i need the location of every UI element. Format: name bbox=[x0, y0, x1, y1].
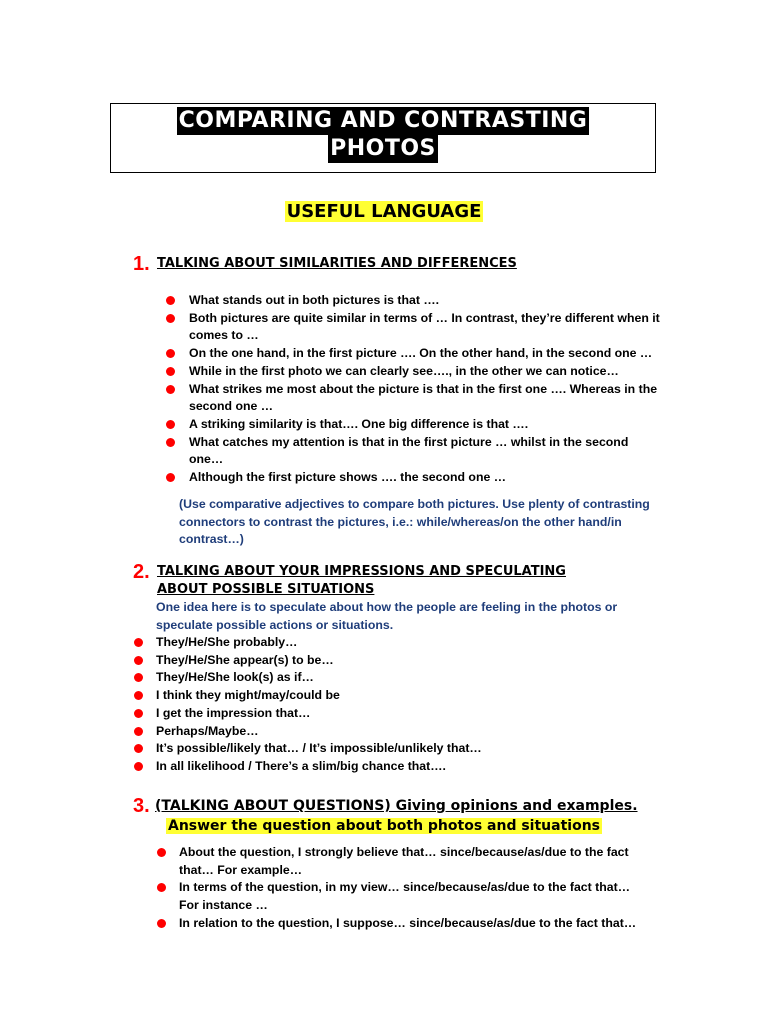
section-1-number: 1. bbox=[133, 253, 150, 275]
list-item: On the one hand, in the first picture …. On the other hand, in the second one … bbox=[166, 345, 660, 363]
list-item: Although the first picture shows …. the second one … bbox=[166, 469, 660, 487]
section-3-subtitle-text: Answer the question about both photos and situations bbox=[167, 818, 600, 834]
section-3-title: (TALKING ABOUT QUESTIONS) Giving opinions and examples. bbox=[155, 798, 638, 814]
section-2-title-line-2: ABOUT POSSIBLE SITUATIONS bbox=[157, 582, 375, 597]
section-2-list bbox=[133, 634, 653, 776]
list-item: What stands out in both pictures is that …. bbox=[166, 292, 660, 310]
section-3-subtitle bbox=[0, 816, 768, 836]
list-item: I think they might/may/could be bbox=[133, 687, 653, 705]
list-item: What catches my attention is that in the first picture … whilst in the second one… bbox=[166, 434, 660, 469]
section-3-number: 3. bbox=[133, 795, 150, 817]
bullet-icon bbox=[134, 744, 143, 753]
list-item: It’s possible/likely that… / It’s impossible/unlikely that… bbox=[133, 740, 653, 758]
list-item: Perhaps/Maybe… bbox=[133, 723, 653, 741]
section-1-list bbox=[166, 292, 660, 487]
bullet-icon bbox=[166, 296, 175, 305]
bullet-icon bbox=[166, 385, 175, 394]
section-1-note: (Use comparative adjectives to compare both pictures. Use plenty of contrasting connectors to contrast the pictures, i.e.: while/whereas/on the other hand/in contrast…) bbox=[179, 497, 650, 547]
bullet-icon bbox=[166, 349, 175, 358]
page-title-line-1: COMPARING AND CONTRASTING bbox=[178, 108, 588, 133]
bullet-icon bbox=[157, 848, 166, 857]
bullet-icon bbox=[157, 919, 166, 928]
list-item: While in the first photo we can clearly see…., in the other we can notice… bbox=[166, 363, 660, 381]
title-box bbox=[110, 103, 656, 173]
list-item: About the question, I strongly believe that… since/because/as/due to the fact that… For example… bbox=[156, 844, 646, 879]
section-2-intro: One idea here is to speculate about how the people are feeling in the photos or speculate possible actions or situations. bbox=[156, 600, 618, 632]
subtitle bbox=[0, 200, 768, 224]
bullet-icon bbox=[134, 762, 143, 771]
list-item: In relation to the question, I suppose… since/because/as/due to the fact that… bbox=[156, 915, 646, 933]
bullet-icon bbox=[157, 883, 166, 892]
section-1-title: TALKING ABOUT SIMILARITIES AND DIFFERENCES bbox=[157, 256, 517, 271]
bullet-icon bbox=[166, 473, 175, 482]
page-title-line-2: PHOTOS bbox=[330, 136, 436, 161]
bullet-icon bbox=[166, 314, 175, 323]
bullet-icon bbox=[134, 727, 143, 736]
list-item: In all likelihood / There’s a slim/big chance that…. bbox=[133, 758, 653, 776]
list-item: I get the impression that… bbox=[133, 705, 653, 723]
bullet-icon bbox=[166, 438, 175, 447]
section-2-title-line-1: TALKING ABOUT YOUR IMPRESSIONS AND SPECULATING bbox=[157, 564, 566, 579]
bullet-icon bbox=[134, 638, 143, 647]
list-item: They/He/She look(s) as if… bbox=[133, 669, 653, 687]
list-item: What strikes me most about the picture is that in the first one …. Whereas in the second one … bbox=[166, 381, 660, 416]
bullet-icon bbox=[134, 691, 143, 700]
list-item: A striking similarity is that…. One big difference is that …. bbox=[166, 416, 660, 434]
list-item: They/He/She appear(s) to be… bbox=[133, 652, 653, 670]
section-2-number: 2. bbox=[133, 561, 150, 583]
bullet-icon bbox=[166, 420, 175, 429]
bullet-icon bbox=[134, 673, 143, 682]
list-item: Both pictures are quite similar in terms of … In contrast, they’re different when it comes to … bbox=[166, 310, 660, 345]
bullet-icon bbox=[134, 656, 143, 665]
bullet-icon bbox=[134, 709, 143, 718]
list-item: They/He/She probably… bbox=[133, 634, 653, 652]
list-item: In terms of the question, in my view… since/because/as/due to the fact that… For instance … bbox=[156, 879, 646, 914]
subtitle-text: USEFUL LANGUAGE bbox=[286, 201, 482, 222]
bullet-icon bbox=[166, 367, 175, 376]
section-3-list bbox=[156, 844, 646, 933]
